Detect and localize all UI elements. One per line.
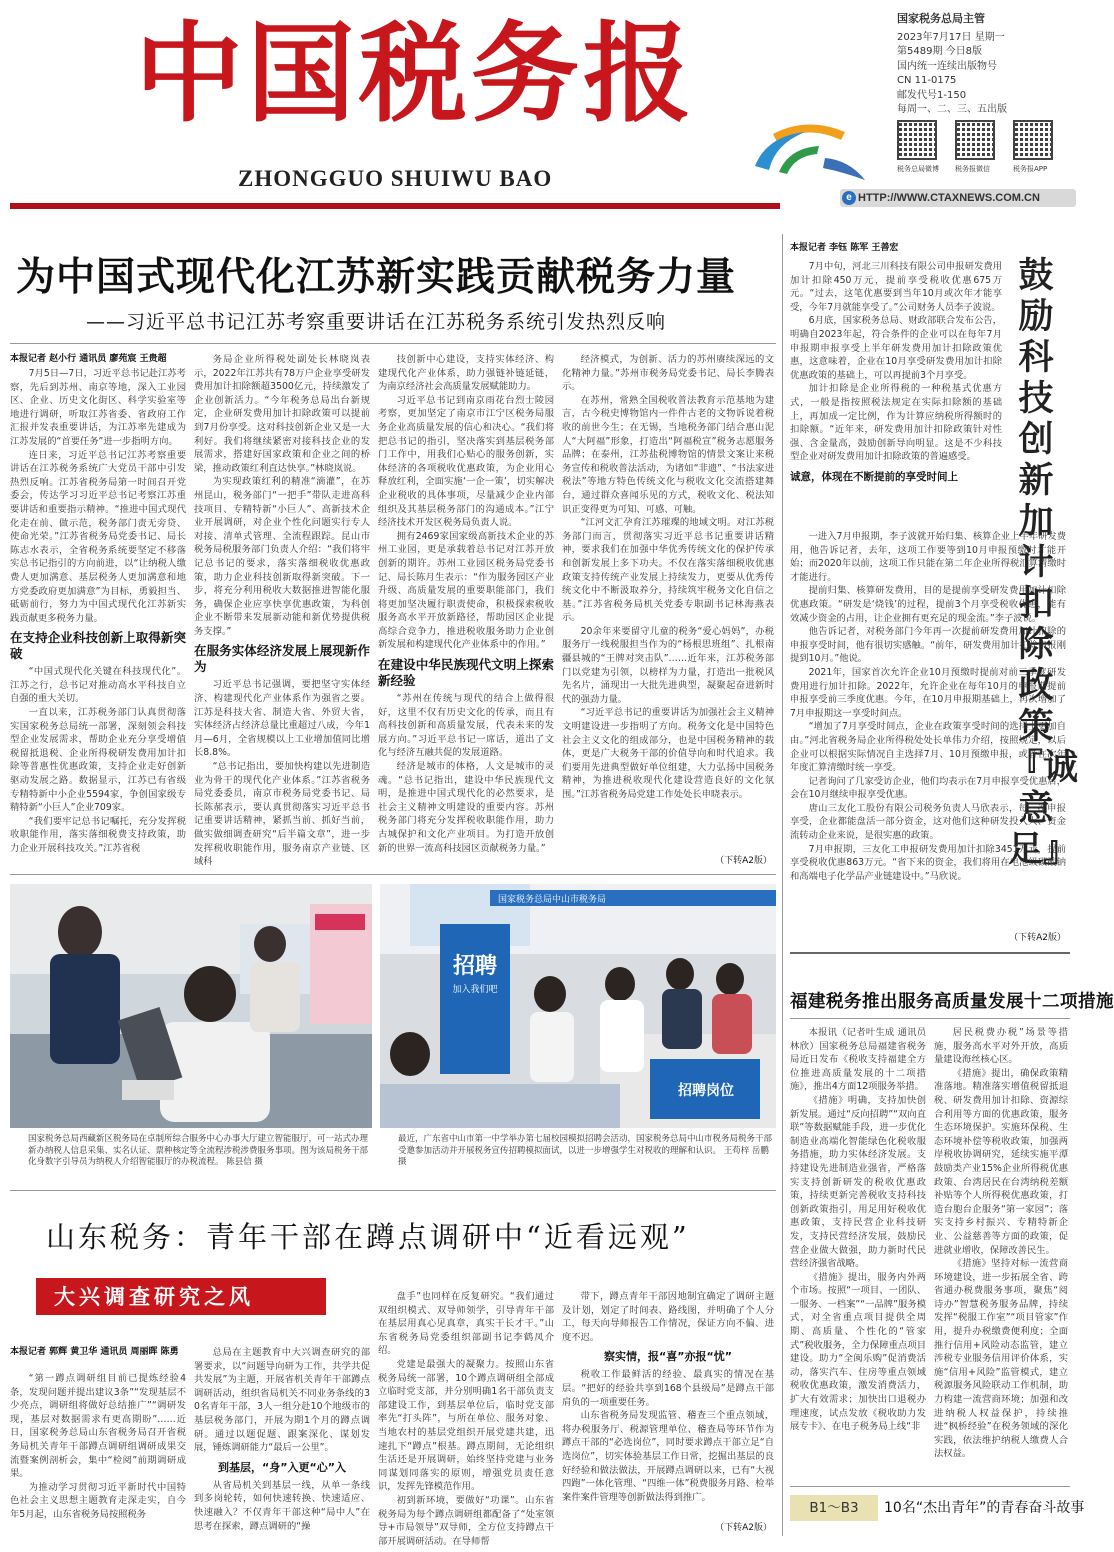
teaser-pages: B1～B3 — [790, 1495, 878, 1521]
divider — [10, 343, 776, 344]
continued-note[interactable]: （下转A2版） — [715, 1523, 772, 1533]
paragraph: 初到新环境，要做好“功课”。山东省税务局为每个蹲点调研组都配备了“处室领导+市局领导”双导师，全方位支持蹲点干部开展调研活动。在导师帮 — [378, 1494, 554, 1547]
paragraph: 20余年来要留守儿童的税务“爱心妈妈”，办税服务厅一线税服担当作为的“杨根思班组”、扎根南疆县城的“王牌对突击队”……近年来，江苏税务部门以党建为引领，以榜样为力量，打造出一批税风先名片，涌现出一大批先进典型，凝聚起奋进新时代的强劲力量。 — [562, 625, 774, 705]
paragraph: 经济模式，为创新、活力的苏州赓续深远的文化精神力量。”苏州市税务局党委书记、局长李腾表示。 — [562, 354, 774, 393]
paragraph: 《措施》提出，服务内外两个市场。按照“一项目、一团队、一服务、一档案”“一品牌”服务模式，对全省重点项目提供全周期、高质量、个性化的“管家式”税收服务，全力保障重点项目建设。助力“全闽乐购”促消费活动，落实汽车、住房等重点领域税收优惠政策，激发消费活力，扩大有效需求；加快出口退税办理速度，试点发放《税收助力发展专卡》、在电子税务局上线“非 — [790, 1271, 926, 1433]
paragraph: 为实现政策红利的精准“滴灌”，在苏州昆山，税务部门“一把手”带队走进高科技项目、专精特新“小巨人”、高新技术企业开展调研，对企业个性化问题实行专人对接、清单式管理、全流程跟踪。昆山市税务局税服务部门负责人介绍：“我们将牢记总书记的要求，落实落细税收优惠政策，助力企业科技创新取得新突破。下一步，将充分利用税收大数据推进智能化服务，确保企业应享快享优惠政策，为科创企业不断带来发展新动能和新优势提供税务支撑。” — [194, 476, 370, 637]
section-subhead: 在支持企业科技创新上取得新突破 — [10, 630, 186, 662]
paragraph: 技创新中心建设，支持实体经济、构建现代化产业体系，助力强链补链延链，为南京经济社会高质量发展赋能助力。 — [378, 354, 554, 393]
fujian-column-2 — [934, 1026, 1068, 1482]
paragraph: 税收工作最鲜活的经验、最真实的情况在基层。“把好的经验共享到168个县级局”是蹲点干部肩负的一项重要任务。 — [562, 1369, 774, 1408]
lead-subheadline: ——习近平总书记江苏考察重要讲话在江苏税务系统引发热烈反响 — [86, 311, 667, 333]
photo-booth-text: 招聘岗位 — [678, 1083, 734, 1099]
qr-caption: 税务报微信 — [955, 165, 990, 173]
paragraph: “增加了7月享受时间点，企业在政策享受时间的选择上更加自由。”河北省税务局企业所得税处处长单伟力介绍，按照规定，以后企业可以根据实际情况自主选择7月、10月预缴申报，或者在次年年度汇算清缴时统一享受。 — [790, 721, 1066, 774]
series-banner: 大兴调查研究之风 — [36, 1278, 326, 1315]
paragraph: 连日来，习近平总书记江苏考察重要讲话在江苏税务系统广大党员干部中引发热烈反响。江苏省税务局第一时间召开党委会，传达学习习近平总书记考察江苏重要讲话和重要指示精神。“推进中国式现代化走在前、做示范，税务部门责无旁贷、使命光荣。”江苏省税务局党委书记、局长陈志水表示，全省税务系统要坚定不移落实总书记指引的方向前进，以“让纳税人缴费人更加满意、基层税务人更加满意和地方党委政府更加满意”为目标，勇毅担当、砥砺前行，努力为中国式现代化江苏新实践贡献更多税务力量。 — [10, 449, 186, 624]
photo-banner-text: 招聘 — [452, 954, 497, 979]
photo-credit: 王苟梓 岳鹏 摄 — [398, 1145, 769, 1167]
shandong-column-1 — [10, 1372, 186, 1532]
paragraph: 一直以来，江苏税务部门认真贯彻落实国家税务总局统一部署，深刻领会科技型企业发展需求，帮助企业充分享受增值税留抵退税、企业所得税研发费用加计扣除等普惠性优惠政策，支持企业走好创新驱动发展之路。数据显示，江苏已有省级专精特新中小企业5594家，争创国家级专精特新“小巨人”企业709家。 — [10, 707, 186, 814]
paragraph: “习近平总书记的重要讲话为加强社会主义精神文明建设进一步指明了方向。税务文化是中国特色社会主义文化的组成部分，也是中国税务精神的载体，更是广大税务干部的价值导向和时代追求。我们要用先进典型做好单位组建，大力弘扬中国税务精神，为推进税收现代化建设营造良好的文化氛围。”江苏省税务局党建工作处处长申晓表示。 — [562, 707, 774, 800]
paragraph: 经济是城市的体格，人文是城市的灵魂。“总书记指出，建设中华民族现代文明，是推进中国式现代化的必然要求，是社会主义精神文明建设的重要内容。苏州税务部门将充分发挥税收职能作用，助力古城保护和文化产业项目。为打造开放创新的世界一流高科技园区贡献税务力量。” — [378, 761, 554, 854]
issue-line: 每周一、二、三、五出版 — [897, 104, 1007, 115]
divider — [790, 1018, 1070, 1019]
page-teaser[interactable] — [790, 1486, 1085, 1526]
photo-credit: 陈县信 摄 — [226, 1157, 263, 1167]
paragraph: “总书记指出，要加快构建以先进制造业为骨干的现代化产业体系。”江苏省税务局党委委员，南京市税务局党委书记、局长陈郝表示，要认真贯彻落实习近平总书记重要讲话精神，紧抓当前、抓好当前，做实做细调查研究“后半篇文章”，进一步发挥税收职能作用，服务南京产业链、区域科 — [194, 761, 370, 868]
paragraph: 提前归集、核算研发费用，目的是提前享受研发费用加计扣除优惠政策。“研发是‘烧钱’的过程，提前3个月享受税收优惠，能有效减少资金的占用，让企业拥有更充足的现金流。”李子波说。 — [790, 585, 1066, 624]
paragraph: 本报讯（记者叶生成 通讯员林欣）国家税务总局福建省税务局近日发布《税收支持福建全方位推进高质量发展的十二项措施》，推出4方面12项服务举措。 — [790, 1027, 926, 1093]
divider — [790, 952, 1070, 954]
sponsor-label: 国家税务总局主管 — [897, 12, 985, 25]
paragraph: 务局企业所得税处副处长林晓岚表示，2022年江苏共有78万户企业享受研发费用加计扣除额超3500亿元，持续激发了企业创新活力。“今年税务总局出台新规定，企业研发费用加计扣除政策可以提前到7月份享受。这对科技创新企业又是一大利好。我们将继续紧密对接科技企业的发展需求，搭建好国家政策和企业之间的桥梁，推动政策红利直达快享。”林晓岚说。 — [194, 354, 370, 474]
lead-column-4 — [562, 353, 774, 853]
paragraph: 《措施》提出，确保政策精准落地。精准落实增值税留抵退税、研发费用加计扣除、资源综合利用等方面的优惠政策，服务生态环境保护。实施环保税、生态环境补偿等税收政策，加强两岸税收协调研究，延续实施平潭鼓励类产业15%企业所得税优惠政策、台湾居民在台湾纳税差额补贴等个人所得税优惠政策，打造台胞台企服务“第一家园”；落实支持乡村振兴、专精特新企业、公益慈善等方面的政策，促进就业增收，保障改善民生。 — [934, 1067, 1068, 1256]
shandong-column-4 — [562, 1290, 774, 1520]
paragraph: 盘手”也同样在反复研究。“我们通过双组织模式、双导师领学，引导青年干部在基层用真心见真章，真实干长才干。”山东省税务局党委组织部副书记李鹤凤介绍。 — [378, 1291, 554, 1357]
paragraph: 7月申报期，三友化工申报研发费用加计扣除3451万元，提前享受税收优惠863万元。“省下来的资金，我们将用在电池级碳酸钠和高端电子化学品产业链建设中。”马欣说。 — [790, 843, 1066, 882]
paragraph: 在苏州，常熟全国税收普法教育示范基地为建言，古今税史博物馆内一件件古老的文物诉说着税收的前世今生；在无锡，当地税务部门结合惠山泥人“大阿福”形象，打造出“阿福税宣”税务志愿服务品牌；在泰州，江苏盐税博物馆的情景文案让来税务宣传和税收普法活动，为诸如“非遗”、“书法家进税法”等地方特色传统文化与税收文化交流搭建舞台，通过群众喜闻乐见的方式，税收文化、税法知识正变得更为可知、可感、可触。 — [562, 394, 774, 515]
shandong-byline: 本报记者 郭辉 黄卫华 通讯员 周丽晖 陈勇 — [10, 1347, 179, 1357]
fujian-column-1 — [790, 1026, 926, 1482]
shandong-column-3 — [378, 1290, 554, 1547]
paragraph: 2021年，国家首次允许企业10月预缴时提前对前三季度研发费用进行加计扣除。2022年，允许企业在每年10月的申报期提前申报享受前三季度优惠。今年，在10月申报期基础上，再次增加了7月申报期这一享受时间点。 — [790, 666, 1066, 719]
lead-headline: 为中国式现代化江苏新实践贡献税务力量 — [16, 254, 737, 300]
paragraph: 记者询问了几家受访企业，他们均表示在7月申报享受优惠后，会在10月继续申报享受优惠。 — [790, 775, 1066, 801]
paragraph: 居民税费办税”场景等措施，服务高水平对外开放，高质量建设海丝核心区。 — [934, 1027, 1068, 1066]
paragraph: 加计扣除是企业所得税的一种税基式优惠方式，一般是指按照税法规定在实际扣除额的基础上，再加成一定比例，作为计算应纳税所得额时的扣除额。“近年来，研发费用加计扣除政策针对性强、含金量高，鼓励创新导向明显。这是不少科技型企业对研发费用加计扣除政策的普遍感受。 — [790, 383, 1002, 463]
caption-text: 国家税务总局西藏新区税务局在卓制所综合服务中心办事大厅建立智能服厅，可一站式办理新办纳税人信息采集、实名认证、票种核定等全流程涉税涉费服务事项。图为该局税务干部化身数字引导员为纳税人介绍智能服厅的办税流程。 — [28, 1134, 369, 1167]
photo-smart-service-hall — [10, 884, 372, 1128]
masthead-title: 中国税务报 — [135, 11, 696, 137]
fujian-headline: 福建税务推出服务高质量发展十二项措施 — [790, 992, 1114, 1012]
section-subhead: 在服务实体经济发展上展现新作为 — [194, 643, 370, 675]
shandong-column-2 — [194, 1346, 370, 1532]
paragraph: 党建是最强大的凝聚力。按照山东省税务局统一部署，10个蹲点调研组全部成立临时党支部，并分别明确1名干部负责支部建设工作，到基层单位后，临时党支部率先“打头阵”，与所在单位、服务对象、当地农村的基层党组织开展党建共建，迅速扎下“蹲点”根基。蹲点期间，无论组织生活还是开展调研，始终坚持党建与业务同谋划同落实的原则，增强党员责任意识，发挥先锋模范作用。 — [378, 1358, 554, 1493]
paragraph: 为推动学习贯彻习近平新时代中国特色社会主义思想主题教育走深走实，自今年5月起，山东省税务局按照税务 — [10, 1481, 186, 1520]
paragraph: “苏州在传统与现代的结合上做得很好，这里不仅有历史文化的传承，而且有高科技创新和高质量发展，代表未来的发展方向。”习近平总书记一席话，道出了文化与经济互融共促的发展道路。 — [378, 693, 554, 759]
paragraph: 7月中旬，河北三川科技有限公司申报研发费用加计扣除450万元，提前享受税收优惠675万元。“过去，这笔优惠要到当年10月或次年才能享受，今年7月就能享受了。”公司财务人员李子波说。 — [790, 261, 1002, 313]
qr-code-icon — [897, 120, 937, 160]
qr-code-icon — [1013, 120, 1053, 160]
lead-byline: 本报记者 赵小行 通讯员 廖苑宸 王贵超 — [10, 354, 167, 364]
lead-column-1 — [10, 367, 186, 867]
lead-column-2 — [194, 353, 370, 867]
section-subhead: 察实情，报“喜”亦报“忧” — [604, 1350, 732, 1364]
qr-codes — [897, 120, 1067, 176]
shandong-headline: 山东税务：青年干部在蹲点调研中“近看远观” — [46, 1220, 690, 1254]
paragraph: 总局在主题教育中大兴调查研究的部署要求，以“问题导向研为工作，共学共促共发展”为主题，开展省机关青年干部蹲点调研活动，组织省局机关不同业务条线的30名青年干部，3人一组分赴10个地级市的基层税务部门，开展为期1个月的蹲点调研。通过以题促题、跟案深化、谋划发展，锤炼调研能力“最后一公里”。 — [194, 1347, 370, 1454]
paragraph: 从省局机关到基层一线，从单一条线到多岗轮转，如何快速转换、快速适应、快速融入？不仅青年干部这种“局中人”在思考在探索，蹲点调研的“操 — [194, 1479, 370, 1532]
paragraph: 他告诉记者，对税务部门今年再一次提前研发费用加计扣除的申报享受时间，他有很切实感触。“前年，研发费用加计扣除申报刚提到10月。”他说。 — [790, 626, 1066, 665]
photo-caption-left — [28, 1134, 372, 1169]
url-text: HTTP://WWW.CTAXNEWS.COM.CN — [858, 192, 1040, 204]
photo-caption-right — [398, 1134, 776, 1169]
paragraph: “第一蹲点调研组目前已提炼经验4条，发现问题并提出建议3条”“发现基层不少亮点，调研组将做好总结推广”“调研发现，基层对数据需求有更高期盼”……近日，国家税务总局山东省税务局召开省税务局机关青年干部蹲点调研组调研成果交流暨案例剖析会，集中“检阅”前期调研成果。 — [10, 1373, 186, 1480]
issue-line: 第5489期 今日8版 — [897, 46, 982, 57]
qr-caption: 税务总局微博 — [897, 165, 939, 173]
section-subhead: 诚意，体现在不断提前的享受时间上 — [790, 470, 958, 483]
right-column-top — [790, 260, 1002, 530]
photo-job-fair — [380, 884, 776, 1128]
qr-caption: 税务报APP — [1013, 165, 1048, 173]
issue-line: CN 11-0175 — [897, 75, 957, 86]
paragraph: 带下，蹲点青年干部因地制宜确定了调研主题及计划，划定了时间表、路线图，并明确了个人分工，每天向导师报告工作情况，保证方向不偏、进度不迟。 — [562, 1291, 774, 1343]
continued-note[interactable]: （下转A2版） — [715, 856, 772, 866]
paragraph: 拥有2469家国家级高新技术企业的苏州工业园，更是承载着总书记对江苏开放创新的期许。苏州工业园区税务局党委书记、局长陈月生表示：“作为服务园区产业升级、高质量发展的重要职能部门，我们将更加坚决履行职责使命，积极探索税收服务高水平开放新路径，帮助园区企业提高综合竞争力，推进税收服务助力企业创新发展和构建现代化产业体系中的作用。” — [378, 530, 554, 651]
issue-line: 邮发代号1-150 — [897, 89, 967, 101]
paragraph: 《措施》坚持对标一流营商环境建设，进一步拓展全省、跨省通办税费服务事项，聚焦“阅诗办”智慧税务服务品牌，持续发挥“税服工作室”“项目管家”作用，提升办税缴费便利度；全面推行信用+风险动态监管，建立涉税专业服务信用评价体系，实施“信用+风险”监管模式，建立税源服务风险联动工作机制，助力构建一流营商环境；加强和改进纳税人权益保护，持续推进“枫桥经验”在税务领域的深化实践，依法维护纳税人缴费人合法权益。 — [934, 1258, 1068, 1460]
issue-info — [897, 12, 1067, 118]
right-column-bottom — [790, 530, 1066, 930]
teaser-text: 10名“杰出青年”的青春奋斗故事 — [884, 1500, 1085, 1516]
photo-banner-sub: 加入我们吧 — [452, 985, 498, 995]
paragraph: “中国式现代化关键在科技现代化”。江苏之行，总书记对推动高水平科技自立自强的重大关切。 — [10, 666, 186, 705]
paragraph: 《措施》明确，支持加快创新发展。通过“反向招聘”“双向直联”等数据赋能手段，进一步优化制造业高端化智能绿色化税收服务措施，助力实体经济发展。支持建设先进制造业强省，严格落实支持创新研发的税收优惠政策，持续更新完善税收支持科技创新政策指引，用足用好税收优惠政策，支持民营企业科技研发，支持民营经济发展，鼓励民营企业做大做强，助力新时代民营经济强省战略。 — [790, 1094, 926, 1270]
paragraph: “我们要牢记总书记嘱托，充分发挥税收职能作用，落实落细税费支持政策，助力企业开展科技攻关。”江苏省税 — [10, 815, 186, 854]
photo-top-banner: 国家税务总局中山市税务局 — [498, 895, 607, 905]
browser-icon: e — [842, 191, 856, 205]
paragraph: 一进入7月申报期，李子波就开始归集、核算企业上半年研发费用，他告诉记者，去年，这项工作要等到10月申报预缴时才能开始；而2020年以前，这项工作只能在第二年企业所得税汇算清缴时才能进行。 — [790, 531, 1066, 583]
paragraph: “江河文汇孕育江苏璀璨的地域文明。对江苏税务部门而言，贯彻落实习近平总书记重要讲话精神，要求我们在加强中华优秀传统文化的保护传承和创新发展上多下功夫。不仅在落实落细税收优惠政策支持传统产业发展上持续发力，更要从优秀传统文化中不断汲取养分，持续筑牢税务文化自信之基。”江苏省税务局机关党委专职副书记林海燕表示。 — [562, 517, 774, 624]
paragraph: 7月5日—7日，习近平总书记赴江苏考察，先后到苏州、南京等地，深入工业园区、企业、历史文化街区、科学实验室等地进行调研，听取江苏省委、省政府工作汇报并发表重要讲话，为江苏率先建成为江苏发展的“首要任务”进一步指明方向。 — [10, 368, 186, 447]
right-vertical-headline: 鼓励科技创新 加计扣除政策『诚意足』 — [1008, 256, 1079, 870]
masthead-rule — [10, 203, 780, 209]
paragraph: 习近平总书记到南京雨花台烈士陵园考察，更加坚定了南京市江宁区税务局服务企业高质量发展的信心和决心。“我们将把总书记的指引，坚决落实到基层税务部门工作中，用我们心贴心的服务创新，实体经济的各项税收优惠政策，为企业用心释放红利，全面实施‘一企一策’，切实解决企业税收的具体事项，尽量减少企业内部组织及其基层税务部门的沟通成本。”江宁经济技术开发区税务局负责人说。 — [378, 394, 554, 529]
website-url[interactable] — [840, 189, 1076, 207]
column-divider — [782, 234, 783, 1536]
lead-column-3 — [378, 353, 554, 867]
tax-logo-icon — [745, 118, 885, 198]
issue-line: 2023年7月17日 星期一 — [897, 31, 1005, 43]
right-byline: 本报记者 李钰 陈军 王善宏 — [790, 243, 899, 253]
paragraph: 山东省税务局发现监管、稽查三个重点领域，将办税服务厅、税源管理单位、稽查局等环节作为蹲点干部的“必选岗位”，同时要求蹲点干部立足“自选岗位”，切实体验基层工作日常，挖掘出基层的良好经验和做法做法，开展蹲点调研以来，已有“大视四跑”一体化管理、“四维一体”税费服务月路、检举案件案件管理等创新做法得到推广。 — [562, 1410, 774, 1503]
paragraph: 唐山三友化工股份有限公司税务负责人马欣表示，每一次申报享受，企业都能盘活一部分资金，这对他们这种研发投入大、资金流转动企业来说，是很实惠的政策。 — [790, 802, 1066, 842]
qr-code-icon — [955, 120, 995, 160]
divider — [10, 1190, 776, 1191]
issue-line: 国内统一连续出版物号 — [897, 60, 997, 72]
section-subhead: 到基层，“身”入更“心”入 — [218, 1460, 346, 1474]
section-subhead: 在建设中华民族现代文明上探索新经验 — [378, 657, 554, 689]
paragraph: 习近平总书记强调，要把坚守实体经济、构建现代化产业体系作为强省之要。江苏是科技大省、制造大省、外贸大省，实体经济占经济总量比重超过八成，今年1月—6月，全省规模以上工业增加值同比增长8.8%。 — [194, 679, 370, 759]
paragraph: 6月底，国家税务总局、财政部联合发布公告，明确自2023年起，符合条件的企业可以在每年7月申报期申报享受上半年研发费用加计扣除政策优惠，这意味着，企业在10月享受研发费用加计扣除优惠政策的基础上，可以再提前3个月享受。 — [790, 315, 1002, 381]
continued-note[interactable]: （下转A2版） — [1009, 933, 1066, 943]
divider — [10, 874, 776, 875]
caption-text: 最近，广东省中山市第一中学举办第七届校园模拟招聘会活动，国家税务总局中山市税务局税务干部受邀参加活动并开展税务宣传招聘模拟面试，以进一步增强学生对税收的理解和认识。 — [398, 1134, 773, 1156]
masthead-pinyin: ZHONGGUO SHUIWU BAO — [238, 166, 553, 191]
